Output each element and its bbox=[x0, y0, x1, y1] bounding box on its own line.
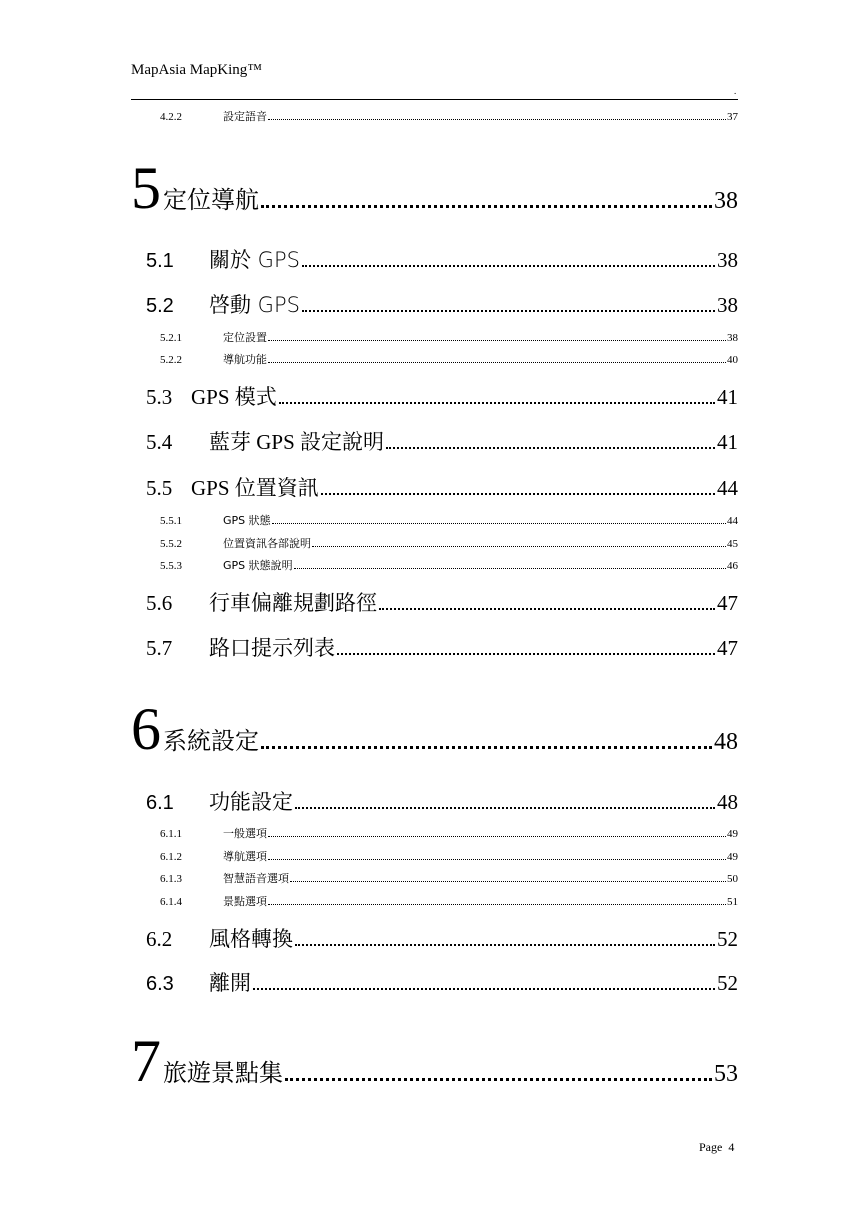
toc-title: 設定語音 bbox=[223, 110, 267, 123]
toc-title: GPS 狀態說明 bbox=[223, 559, 293, 572]
toc-page: 37 bbox=[727, 111, 738, 123]
toc-number: 5.2 bbox=[146, 295, 174, 317]
toc-number: 6.1.3 bbox=[160, 873, 182, 885]
toc-number: 5.5.2 bbox=[160, 538, 182, 550]
document-header: MapAsia MapKing™ bbox=[131, 62, 262, 78]
chapter-number: 7 bbox=[131, 1028, 161, 1094]
toc-page: 41 bbox=[717, 430, 738, 454]
toc-section-6-1[interactable] bbox=[146, 786, 738, 816]
toc-entry[interactable] bbox=[160, 848, 738, 864]
toc-title: 藍芽 GPS 設定說明 bbox=[209, 430, 385, 454]
toc-leader bbox=[321, 493, 715, 495]
chapter-title: 定位導航 bbox=[163, 186, 259, 214]
toc-page: 47 bbox=[717, 636, 738, 660]
toc-page: 38 bbox=[717, 293, 738, 317]
toc-title: GPS 位置資訊 bbox=[191, 476, 319, 500]
toc-page: 49 bbox=[727, 851, 738, 863]
toc-title: 路口提示列表 bbox=[209, 636, 335, 660]
chapter-number: 5 bbox=[131, 155, 161, 221]
toc-number: 5.4 bbox=[146, 430, 173, 454]
toc-page: 46 bbox=[727, 560, 738, 572]
toc-page: 38 bbox=[727, 332, 738, 344]
toc-section-5-2[interactable] bbox=[146, 289, 738, 319]
toc-number: 5.3 bbox=[146, 385, 173, 409]
toc-leader bbox=[312, 546, 726, 547]
toc-page: 53 bbox=[714, 1061, 738, 1087]
toc-chapter-7[interactable] bbox=[131, 1028, 738, 1094]
page-number: Page 4 bbox=[699, 1140, 735, 1154]
toc-page: 40 bbox=[727, 354, 738, 366]
toc-chapter-5[interactable] bbox=[131, 155, 738, 221]
toc-leader bbox=[268, 859, 726, 860]
toc-entry[interactable] bbox=[160, 893, 738, 909]
toc-leader bbox=[379, 608, 715, 610]
toc-page: 44 bbox=[727, 515, 738, 527]
toc-entry[interactable] bbox=[160, 512, 738, 528]
toc-entry[interactable] bbox=[160, 329, 738, 345]
toc-leader bbox=[285, 1078, 712, 1081]
toc-title: 關於 GPS bbox=[209, 248, 300, 272]
toc-leader bbox=[294, 568, 726, 569]
toc-title: GPS 模式 bbox=[191, 385, 277, 409]
toc-leader bbox=[302, 265, 715, 267]
toc-leader bbox=[386, 447, 715, 449]
toc-section-5-7[interactable] bbox=[146, 632, 738, 662]
toc-leader bbox=[268, 119, 726, 120]
toc-title: 啓動 GPS bbox=[209, 293, 300, 317]
toc-title: 導航功能 bbox=[223, 353, 267, 366]
toc-leader bbox=[268, 836, 726, 837]
toc-title: 位置資訊各部說明 bbox=[223, 537, 311, 550]
chapter-number: 6 bbox=[131, 696, 161, 762]
header-rule bbox=[131, 99, 738, 100]
toc-section-5-3[interactable] bbox=[146, 381, 738, 411]
toc-page: 38 bbox=[714, 188, 738, 214]
toc-entry[interactable] bbox=[160, 870, 738, 886]
toc-number: 5.1 bbox=[146, 250, 174, 272]
toc-leader bbox=[290, 881, 726, 882]
toc-page: 48 bbox=[714, 729, 738, 755]
toc-entry[interactable] bbox=[160, 557, 738, 573]
toc-leader bbox=[302, 310, 715, 312]
toc-leader bbox=[268, 362, 726, 363]
toc-leader bbox=[253, 988, 715, 990]
toc-title: GPS 狀態 bbox=[223, 514, 271, 527]
toc-page: 48 bbox=[717, 790, 738, 814]
toc-leader bbox=[337, 653, 715, 655]
toc-number: 6.2 bbox=[146, 927, 173, 951]
toc-leader bbox=[268, 340, 726, 341]
toc-page: 38 bbox=[717, 248, 738, 272]
toc-page: 47 bbox=[717, 591, 738, 615]
toc-title: 一般選項 bbox=[223, 827, 267, 840]
toc-number: 5.2.1 bbox=[160, 332, 182, 344]
toc-page: 45 bbox=[727, 538, 738, 550]
toc-title: 離開 bbox=[209, 971, 251, 995]
toc-leader bbox=[261, 746, 712, 749]
chapter-title: 系統設定 bbox=[163, 727, 259, 755]
toc-title: 導航選項 bbox=[223, 850, 267, 863]
toc-section-5-5[interactable] bbox=[146, 472, 738, 502]
toc-leader bbox=[268, 904, 726, 905]
toc-title: 功能設定 bbox=[209, 790, 293, 814]
toc-title: 風格轉換 bbox=[209, 927, 293, 951]
toc-number: 6.1.1 bbox=[160, 828, 182, 840]
toc-entry[interactable] bbox=[160, 535, 738, 551]
toc-leader bbox=[261, 205, 712, 208]
toc-title: 智慧語音選項 bbox=[223, 872, 289, 885]
toc-number: 6.1 bbox=[146, 792, 174, 814]
toc-page: 52 bbox=[717, 927, 738, 951]
toc-section-6-2[interactable] bbox=[146, 923, 738, 953]
toc-number: 5.6 bbox=[146, 591, 173, 615]
toc-chapter-6[interactable] bbox=[131, 696, 738, 762]
toc-leader bbox=[295, 807, 715, 809]
toc-number: 4.2.2 bbox=[160, 111, 182, 123]
toc-page: 49 bbox=[727, 828, 738, 840]
header-mark: . bbox=[734, 86, 737, 96]
toc-number: 6.3 bbox=[146, 973, 174, 995]
toc-number: 5.5.3 bbox=[160, 560, 182, 572]
toc-section-5-4[interactable] bbox=[146, 426, 738, 456]
toc-page: 51 bbox=[727, 896, 738, 908]
toc-number: 5.5.1 bbox=[160, 515, 182, 527]
toc-page: 52 bbox=[717, 971, 738, 995]
toc-entry[interactable] bbox=[160, 825, 738, 841]
chapter-title: 旅遊景點集 bbox=[163, 1059, 283, 1087]
toc-section-5-6[interactable] bbox=[146, 587, 738, 617]
toc-title: 定位設置 bbox=[223, 331, 267, 344]
toc-leader bbox=[279, 402, 715, 404]
toc-number: 5.7 bbox=[146, 636, 173, 660]
toc-number: 6.1.4 bbox=[160, 896, 182, 908]
toc-leader bbox=[272, 523, 726, 524]
toc-page: 44 bbox=[717, 476, 738, 500]
toc-section-6-3[interactable] bbox=[146, 967, 738, 997]
toc-page: 50 bbox=[727, 873, 738, 885]
toc-section-5-1[interactable] bbox=[146, 244, 738, 274]
toc-entry[interactable] bbox=[160, 108, 738, 124]
toc-number: 5.5 bbox=[146, 476, 173, 500]
toc-title: 行車偏離規劃路徑 bbox=[209, 591, 377, 615]
toc-entry[interactable] bbox=[160, 351, 738, 367]
toc-number: 6.1.2 bbox=[160, 851, 182, 863]
toc-page: 41 bbox=[717, 385, 738, 409]
toc-number: 5.2.2 bbox=[160, 354, 182, 366]
toc-leader bbox=[295, 944, 715, 946]
toc-title: 景點選項 bbox=[223, 895, 267, 908]
